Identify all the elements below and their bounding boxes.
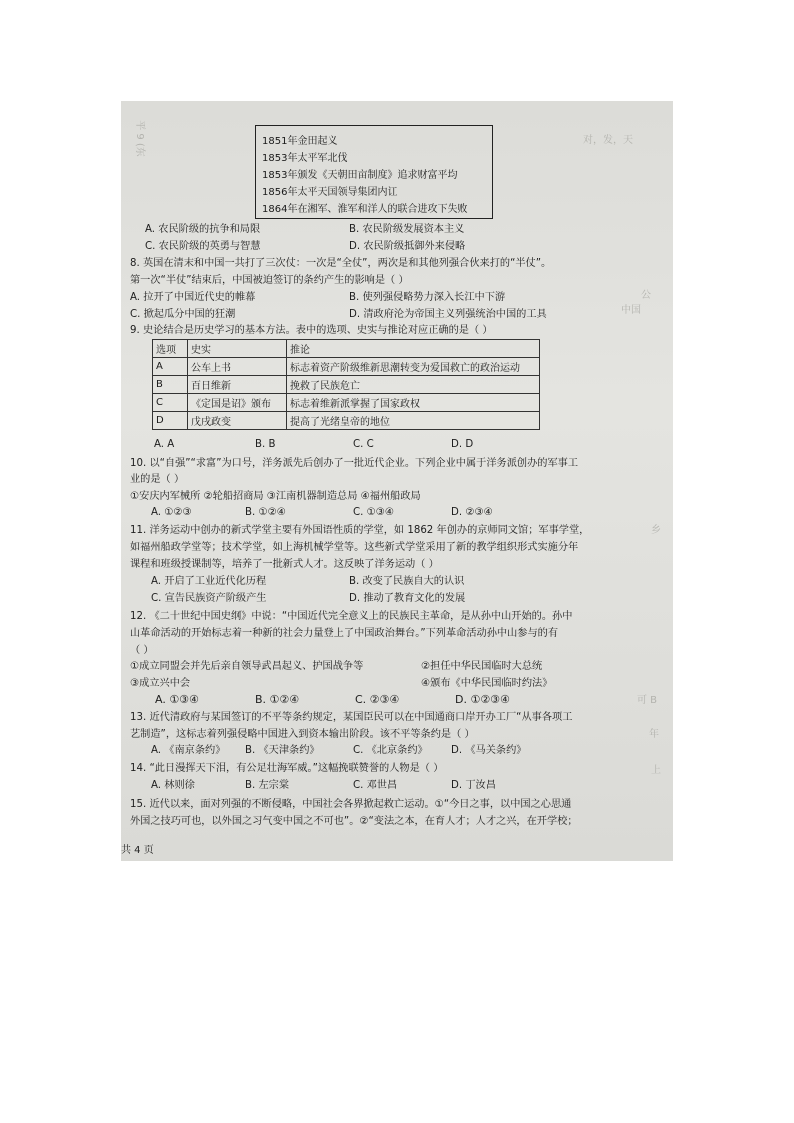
table-header-cell: 史实 [188,340,287,358]
table-cell: 标志着维新派掌握了国家政权 [287,394,540,412]
q14-option-c: C. 邓世昌 [353,780,398,791]
bleed-text: 对，发，天 [583,135,633,146]
q8-option-d: D. 清政府沦为帝国主义列强统治中国的工具 [349,309,547,320]
q10-option-a: A. ①②③ [151,507,192,518]
timeline-item: 1864年在湘军、淮军和洋人的联合进攻下失败 [262,204,468,215]
q7-option-a: A. 农民阶级的抗争和局限 [145,224,261,235]
bleed-text: 上 [651,765,661,776]
q8-option-b: B. 使列强侵略势力深入长江中下游 [349,292,506,303]
q9-option-b: B. B [255,439,276,450]
bleed-text: 平 9 (东 [133,120,145,157]
q9-stem: 9. 史论结合是历史学习的基本方法。表中的选项、史实与推论对应正确的是（ ） [130,325,493,336]
bleed-text: 乡 [651,525,661,536]
timeline-item: 1856年太平天国领导集团内讧 [262,187,398,198]
exam-page-photo [121,101,673,861]
q12-item: ①成立同盟会并先后亲自领导武昌起义、护国战争等 [130,661,364,672]
table-row [153,412,540,430]
q13-stem: 艺制造”，这标志着列强侵略中国进入到资本输出阶段。该不平等条约是（ ） [130,729,475,740]
q7-option-b: B. 农民阶级发展资本主义 [349,224,465,235]
q9-option-a: A. A [154,439,175,450]
q12-item: ③成立兴中会 [130,678,191,689]
bleed-text: 公 [641,290,651,301]
q9-table [152,339,540,430]
q13-stem: 13. 近代清政府与某国签订的不平等条约规定，某国臣民可以在中国通商口岸开办工厂“从事各项工 [130,712,573,723]
q11-option-d: D. 推动了教育文化的发展 [349,593,466,604]
timeline-box [255,125,493,219]
q12-option-c: C. ②③④ [355,693,400,706]
timeline-item: 1851年金田起义 [262,136,338,147]
q14-stem: 14. “此日漫挥天下泪，有公足壮海军威。”这幅挽联赞誉的人物是（ ） [130,763,444,774]
q12-option-a: A. ①③④ [155,693,199,706]
q15-stem: 外国之技巧可也，以外国之习气变中国之不可也”。②“变法之本，在育人才；人才之兴，在开学校； [130,816,578,827]
bleed-text: 年 [649,729,659,740]
table-cell: 提高了光绪皇帝的地位 [287,412,540,430]
table-cell: B [153,376,188,394]
q13-option-d: D. 《马关条约》 [451,745,527,756]
q11-option-a: A. 开启了工业近代化历程 [151,576,267,587]
q7-option-d: D. 农民阶级抵御外来侵略 [349,241,466,252]
table-cell: D [153,412,188,430]
table-cell: 标志着资产阶级维新思潮转变为爱国救亡的政治运动 [287,358,540,376]
q8-option-a: A. 拉开了中国近代史的帷幕 [130,292,256,303]
page-footer: 共 4 页 [121,845,154,856]
bleed-text: 中国 [621,305,641,316]
q8-stem: 8. 英国在清末和中国一共打了三次仗：一次是“全仗”，两次是和其他列强合伙来打的“半仗”。 [130,258,552,269]
table-header-row [153,340,540,358]
q8-option-c: C. 掀起瓜分中国的狂潮 [130,309,236,320]
table-cell: 公车上书 [188,358,287,376]
table-cell: 百日维新 [188,376,287,394]
q10-option-d: D. ②③④ [451,507,493,518]
q14-option-b: B. 左宗棠 [245,780,290,791]
q13-option-a: A. 《南京条约》 [151,745,226,756]
q12-option-d: D. ①②③④ [455,693,510,706]
q13-option-c: C. 《北京条约》 [353,745,428,756]
q12-stem: （ ） [130,645,154,656]
table-row [153,394,540,412]
q12-stem: 山革命活动的开始标志着一种新的社会力量登上了中国政治舞台。”下列革命活动孙中山参与的有 [130,628,559,639]
q9-option-c: C. C [353,439,374,450]
q11-stem: 11. 洋务运动中创办的新式学堂主要有外国语性质的学堂，如 1862 年创办的京师同文馆；军事学堂， [130,525,590,536]
q12-option-b: B. ①②④ [255,693,300,706]
table-header-cell: 推论 [287,340,540,358]
q10-stem: 业的是（ ） [130,474,185,485]
q10-stem: 10. 以“自强”“求富”为口号，洋务派先后创办了一批近代企业。下列企业中属于洋务派创办的军事工 [130,458,579,469]
timeline-item: 1853年太平军北伐 [262,153,348,164]
q12-item: ②担任中华民国临时大总统 [421,661,543,672]
q13-option-b: B. 《天津条约》 [245,745,320,756]
q10-items: ①安庆内军械所 ②轮船招商局 ③江南机器制造总局 ④福州船政局 [130,491,421,502]
q14-option-a: A. 林则徐 [151,780,195,791]
q15-stem: 15. 近代以来，面对列强的不断侵略，中国社会各界掀起救亡运动。①“今日之事，以中国之心思通 [130,799,572,810]
timeline-item: 1853年颁发《天朝田亩制度》追求财富平均 [262,170,458,181]
q11-stem: 课程和班级授课制等，培养了一批新式人才。这反映了洋务运动（ ） [130,559,439,570]
bleed-text: 可 B [637,695,658,706]
table-cell: A [153,358,188,376]
table-cell: C [153,394,188,412]
q10-option-b: B. ①②④ [245,507,286,518]
table-row [153,358,540,376]
q11-option-c: C. 宣告民族资产阶级产生 [151,593,267,604]
table-row [153,376,540,394]
q10-option-c: C. ①③④ [353,507,394,518]
q8-stem: 第一次“半仗”结束后，中国被迫签订的条约产生的影响是（ ） [130,275,409,286]
q12-item: ④颁布《中华民国临时约法》 [421,678,553,689]
q9-option-d: D. D [451,439,474,450]
q14-option-d: D. 丁汝昌 [451,780,496,791]
q12-stem: 12. 《二十世纪中国史纲》中说：“中国近代完全意义上的民族民主革命，是从孙中山开始的。孙中 [130,611,573,622]
table-cell: 《定国是诏》颁布 [188,394,287,412]
q7-option-c: C. 农民阶级的英勇与智慧 [145,241,261,252]
table-header-cell: 选项 [153,340,188,358]
q11-option-b: B. 改变了民族自大的认识 [349,576,465,587]
q11-stem: 如福州船政学堂等；技术学堂，如上海机械学堂等。这些新式学堂采用了新的教学组织形式实施分年 [130,542,579,553]
table-cell: 挽救了民族危亡 [287,376,540,394]
table-cell: 戊戌政变 [188,412,287,430]
